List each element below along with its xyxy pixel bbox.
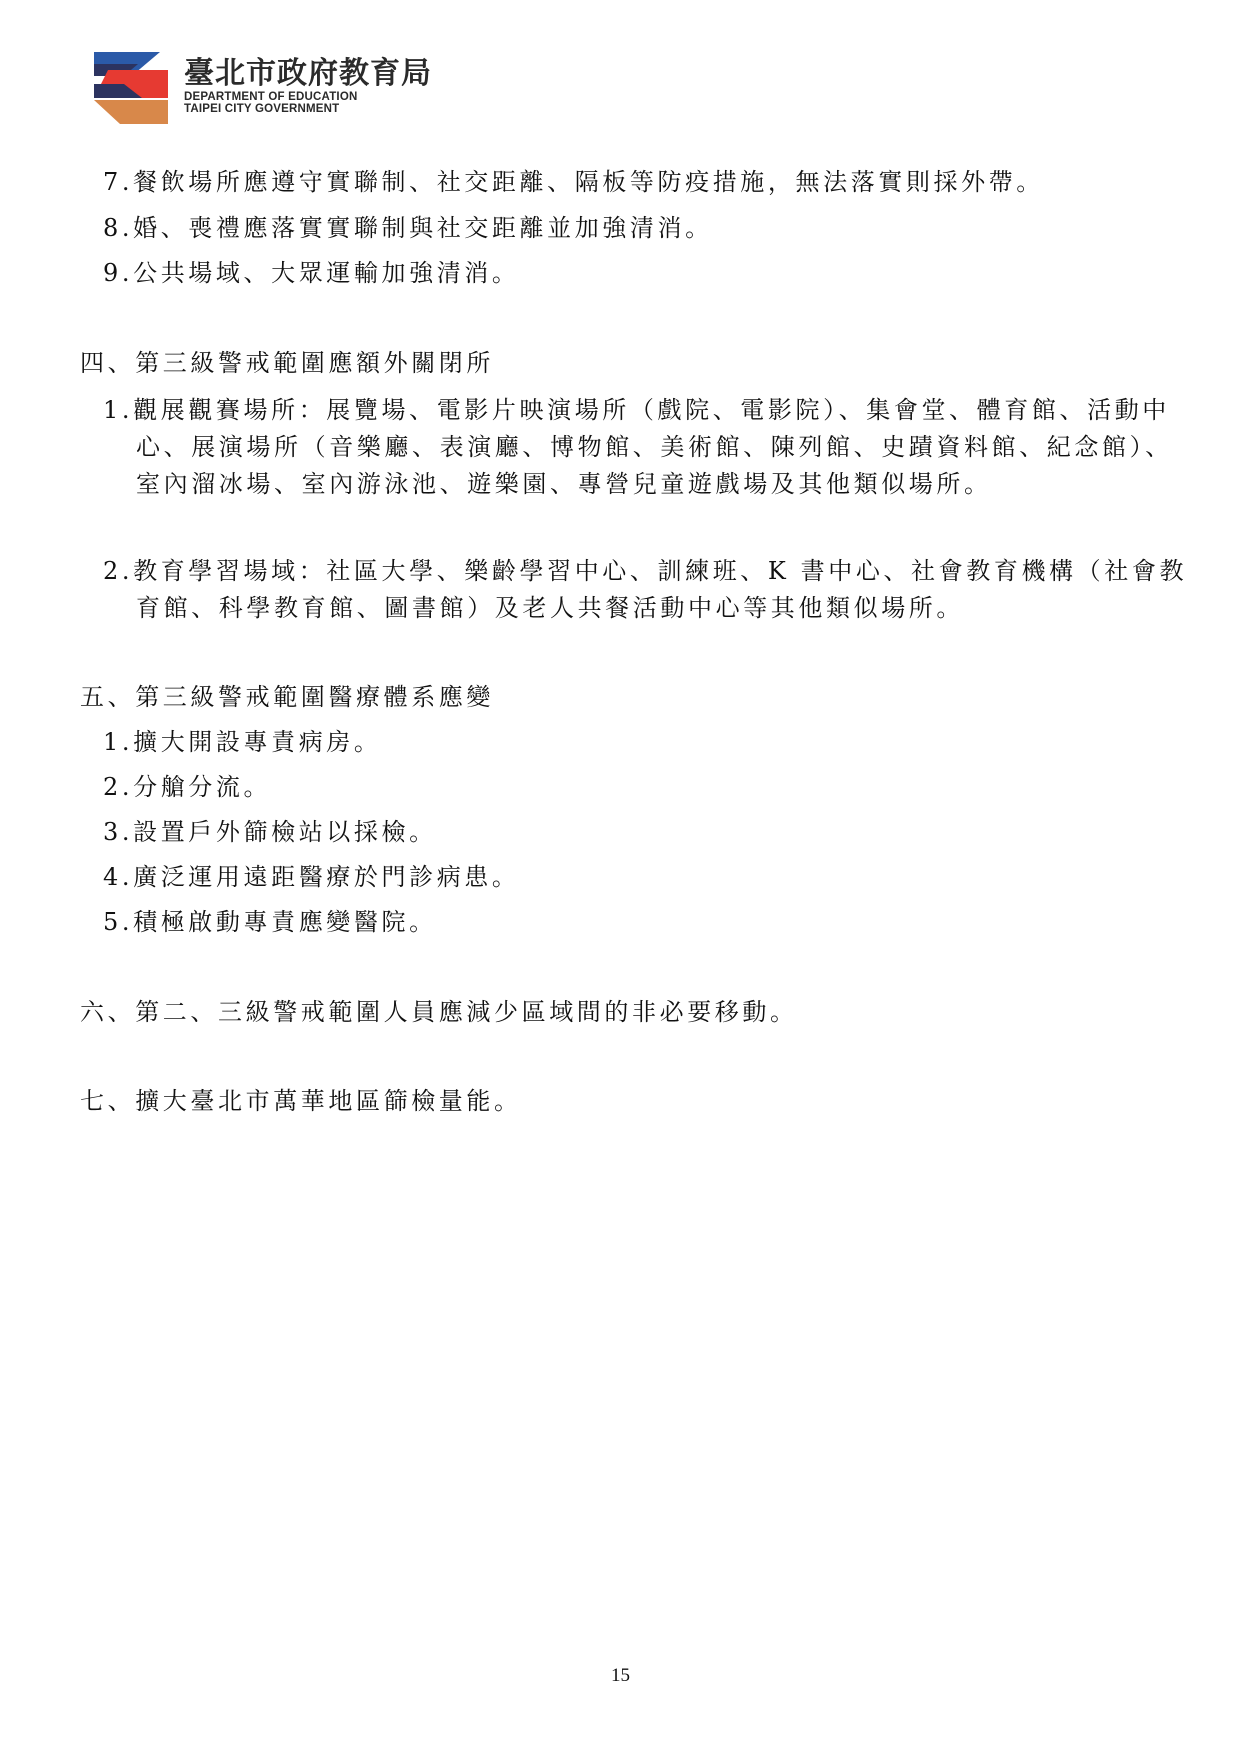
section-4-item-1: 1.觀展觀賽場所：展覽場、電影片映演場所（戲院、電影院）、集會堂、體育館、活動中心、展演場所（音樂廳、表演廳、博物館、美術館、陳列館、史蹟資料館、紀念館）、室內溜冰場、室內游泳池、遊樂園、專營兒童遊戲場及其他類似場所。	[103, 396, 1173, 498]
org-name-zh: 臺北市政府教育局	[184, 56, 432, 91]
org-name-en-line1: DEPARTMENT OF EDUCATION	[184, 91, 358, 103]
header-logo	[90, 46, 432, 126]
section-5-item-5: 5.積極啟動專責應變醫院。	[103, 908, 437, 936]
list-item-9: 9.公共場域、大眾運輸加強清消。	[103, 259, 520, 287]
section-5-title: 五、第三級警戒範圍醫療體系應變	[80, 683, 494, 711]
section-5-item-1: 1.擴大開設專責病房。	[103, 728, 382, 756]
section-4-item-2: 2.教育學習場域：社區大學、樂齡學習中心、訓練班、K 書中心、社會教育機構（社會教育館、科學教育館、圖書館）及老人共餐活動中心等其他類似場所。	[103, 557, 1188, 622]
section-7-title: 七、擴大臺北市萬華地區篩檢量能。	[80, 1087, 522, 1115]
section-5-item-2: 2.分艙分流。	[103, 773, 272, 801]
page-number: 15	[611, 1665, 630, 1686]
section-4-title: 四、第三級警戒範圍應額外關閉所	[80, 349, 494, 377]
section-5-item-4: 4.廣泛運用遠距醫療於門診病患。	[103, 863, 520, 891]
department-logo-icon	[90, 46, 172, 126]
section-6-title: 六、第二、三級警戒範圍人員應減少區域間的非必要移動。	[80, 998, 798, 1026]
org-name-block	[184, 57, 432, 115]
section-5-item-3: 3.設置戶外篩檢站以採檢。	[103, 818, 437, 846]
org-name-en-line2: TAIPEI CITY GOVERNMENT	[184, 103, 340, 115]
list-item-8: 8.婚、喪禮應落實實聯制與社交距離並加強清消。	[103, 214, 713, 242]
list-item-7: 7.餐飲場所應遵守實聯制、社交距離、隔板等防疫措施，無法落實則採外帶。	[103, 168, 1044, 196]
